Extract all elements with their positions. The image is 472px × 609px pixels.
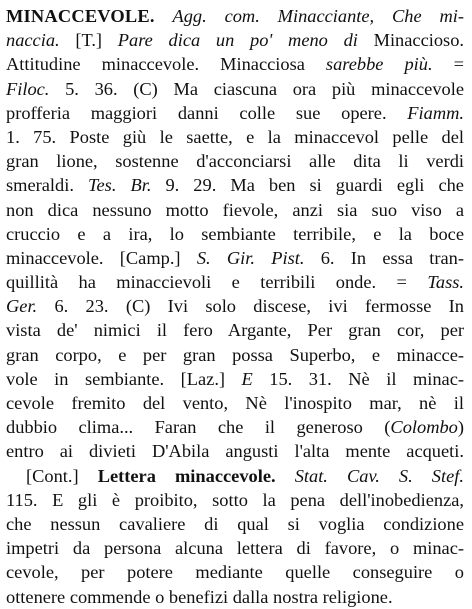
text-run: quillità ha minaccievoli e terribili onde. = bbox=[6, 272, 428, 293]
entry-line bbox=[6, 512, 464, 536]
text-run: cruccio e a ira, lo sembiante terribile, e la boce bbox=[6, 223, 464, 244]
entry-line bbox=[6, 222, 464, 246]
italic-run: Pare dica un po' meno di bbox=[117, 30, 358, 51]
entry-line bbox=[6, 4, 464, 28]
italic-run: Stat. Cav. S. Stef. bbox=[294, 465, 464, 486]
italic-run: sarebbe più. bbox=[325, 54, 433, 75]
headword: MINACCEVOLE. bbox=[6, 6, 155, 26]
text-run: minaccevole. [Camp.] bbox=[6, 247, 197, 268]
entry-line bbox=[6, 488, 464, 512]
text-run bbox=[155, 6, 173, 26]
entry-line bbox=[6, 391, 464, 415]
text-run: 6. In essa tran- bbox=[304, 247, 464, 268]
entry-line bbox=[6, 149, 464, 173]
text-run: cevole, per potere mediante quelle conseguire o bbox=[6, 562, 464, 583]
entry-line bbox=[6, 343, 464, 367]
entry-line bbox=[6, 52, 464, 76]
entry-line bbox=[6, 198, 464, 222]
entry-line bbox=[6, 367, 464, 391]
text-run: 6. 23. (C) Ivi solo discese, ivi fermosse In bbox=[37, 296, 464, 317]
text-run: profferia maggiori danni colle sue opere. bbox=[6, 102, 408, 123]
text-run: vole in sembiante. [Laz.] bbox=[6, 368, 242, 389]
italic-run: Filoc. bbox=[6, 78, 50, 99]
text-run: Attitudine minaccevole. Minacciosa bbox=[6, 54, 326, 75]
text-run: vista de' nimici il fero Argante, Per gran cor, per bbox=[6, 320, 464, 341]
text-run: non dica nessuno motto fievole, anzi sia suo viso a bbox=[6, 199, 464, 220]
italic-run: Fiamm. bbox=[407, 102, 464, 123]
entry-line bbox=[6, 415, 464, 439]
entry-line bbox=[6, 536, 464, 560]
italic-run: Ger. bbox=[6, 296, 38, 317]
entry-line bbox=[6, 246, 464, 270]
dictionary-entry bbox=[6, 4, 464, 609]
italic-run: S. Gir. Pist. bbox=[196, 247, 305, 268]
entry-line bbox=[6, 270, 464, 294]
text-run: 1. 75. Poste giù le saette, e la minaccevol pelle del bbox=[6, 126, 464, 147]
text-run: ) bbox=[457, 417, 464, 438]
entry-line bbox=[6, 318, 464, 342]
text-run: impetri da persona alcuna lettera di favore, o minac- bbox=[6, 538, 464, 559]
italic-run: Tes. Br. bbox=[87, 175, 152, 196]
italic-run: Tass. bbox=[427, 272, 464, 293]
entry-line bbox=[6, 28, 464, 52]
text-run: dubbio clima... Faran che il generoso ( bbox=[6, 417, 391, 438]
text-run: ottenere commende o benefizi dalla nostra religione. bbox=[6, 586, 393, 607]
text-run: entro ai divieti D'Abila angusti l'alta mente acqueti. bbox=[6, 441, 464, 462]
italic-run: naccia. bbox=[6, 30, 60, 51]
sub-headword: Lettera minaccevole. bbox=[97, 465, 276, 486]
entry-line bbox=[6, 560, 464, 584]
entry-line bbox=[6, 77, 464, 101]
entry-line bbox=[6, 464, 464, 488]
entry-line bbox=[6, 101, 464, 125]
italic-run: Colombo bbox=[390, 417, 458, 438]
text-run: gran lione, sostenne d'acconciarsi alle dita li verdi bbox=[6, 151, 464, 172]
text-run: [T.] bbox=[59, 30, 118, 51]
italic-run: Agg. com. Minacciante, Che mi- bbox=[172, 6, 464, 26]
text-run: smeraldi. bbox=[6, 175, 88, 196]
entry-line bbox=[6, 173, 464, 197]
text-run: 5. 36. (C) Ma ciascuna ora più minaccevole bbox=[49, 78, 464, 99]
text-run: 9. 29. Ma ben si guardi egli che bbox=[151, 175, 464, 196]
text-run: che nessun cavaliere di qual si voglia condizione bbox=[6, 513, 464, 534]
text-run: = bbox=[432, 54, 464, 75]
italic-run: E bbox=[241, 368, 253, 389]
entry-line bbox=[6, 294, 464, 318]
entry-line bbox=[6, 439, 464, 463]
text-run: 115. E gli è proibito, sotto la pena dell'inobedienza, bbox=[6, 489, 464, 510]
text-run: gran corpo, e per gran possa Superbo, e minacce- bbox=[6, 344, 464, 365]
entry-line bbox=[6, 585, 464, 609]
text-run: cevole fremito del vento, Nè l'inospito mar, nè il bbox=[6, 393, 464, 413]
entry-line bbox=[6, 125, 464, 149]
text-run: 15. 31. Nè il minac- bbox=[252, 368, 464, 389]
text-run: [Cont.] bbox=[26, 465, 98, 486]
text-run bbox=[276, 466, 295, 486]
text-run: Minaccioso. bbox=[357, 30, 464, 51]
